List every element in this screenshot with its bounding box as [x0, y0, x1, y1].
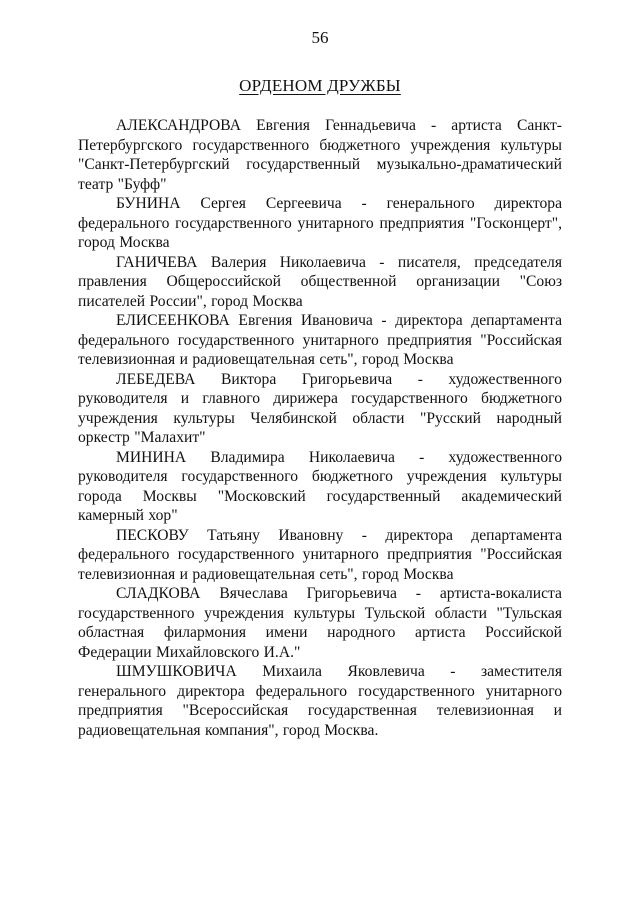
- page-number: 56: [311, 28, 329, 47]
- recipient-details: Евгения Ивановича - директора департамента федерального государственного унитарного предприятия "Российская телевизионная и радиовещательная сеть", город Москва: [78, 312, 562, 368]
- recipient-details: Татьяну Ивановну - директора департамента федерального государственного унитарного предприятия "Российская телевизионная и радиовещательная сеть", город Москва: [78, 526, 562, 583]
- award-entry: [78, 253, 562, 312]
- award-entry: [78, 370, 562, 448]
- recipient-surname: ЕЛИСЕЕНКОВА: [116, 312, 230, 329]
- recipient-surname: ПЕСКОВУ: [116, 526, 189, 544]
- recipient-details: Михаила Яковлевича - заместителя генерального директора федерального государственного унитарного предприятия "Всероссийская государственная телевизионная и радиовещательная компания", город Москва.: [78, 663, 562, 739]
- recipient-surname: МИНИНА: [116, 448, 187, 466]
- recipient-surname: СЛАДКОВА: [116, 585, 201, 602]
- award-entry: [78, 448, 562, 526]
- award-entry: [78, 526, 562, 585]
- recipient-details: Вячеслава Григорьевича - артиста-вокалиста государственного учреждения культуры Тульской области "Тульская областная филармония имени народного артиста Российской Федерации Михайловского И.А.": [78, 585, 562, 661]
- recipient-details: Сергея Сергеевича - генерального директора федерального государственного унитарного предприятия "Госконцерт", город Москва: [78, 195, 562, 251]
- recipient-details: Евгения Геннадьевича - артиста Санкт-Петербургского государственного бюджетного учреждения культуры "Санкт-Петербургский государственный музыкально-драматический театр "Буфф": [78, 117, 562, 193]
- recipient-details: Валерия Николаевича - писателя, председателя правления Общероссийской общественной организации "Союз писателей России", город Москва: [78, 253, 562, 310]
- award-entry: [78, 662, 562, 740]
- award-list: [78, 116, 562, 740]
- award-entry: [78, 311, 562, 370]
- recipient-surname: ЛЕБЕДЕВА: [116, 370, 196, 388]
- recipient-surname: БУНИНА: [116, 195, 181, 212]
- award-heading: ОРДЕНОМ ДРУЖБЫ: [239, 76, 401, 95]
- recipient-surname: ШМУШКОВИЧА: [116, 663, 237, 680]
- award-entry: [78, 194, 562, 253]
- recipient-surname: АЛЕКСАНДРОВА: [116, 117, 241, 134]
- recipient-details: Владимира Николаевича - художественного руководителя государственного бюджетного учреждения культуры города Москвы "Московский государственный академический камерный хор": [78, 448, 562, 524]
- recipient-details: Виктора Григорьевича - художественного руководителя и главного дирижера государственного бюджетного учреждения культуры Челябинской области "Русский народный оркестр "Малахит": [78, 370, 562, 446]
- award-entry: [78, 116, 562, 194]
- award-entry: [78, 584, 562, 662]
- recipient-surname: ГАНИЧЕВА: [116, 253, 198, 271]
